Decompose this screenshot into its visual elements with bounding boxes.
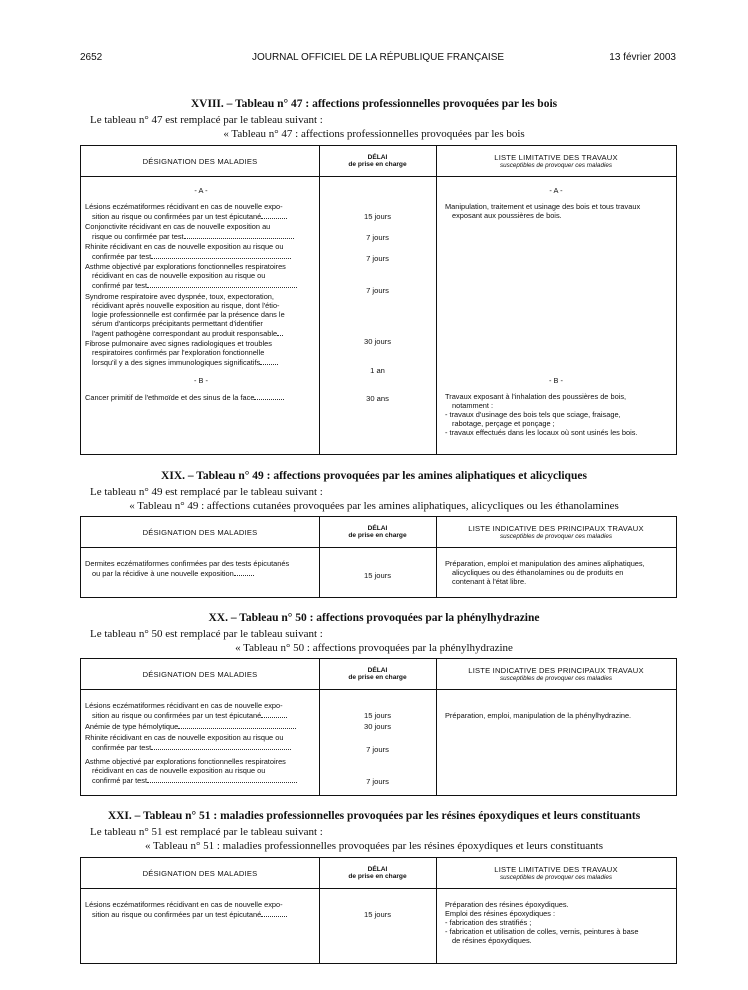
delay-cell: [319, 690, 436, 796]
col-header-designation: DÉSIGNATION DES MALADIES: [142, 669, 258, 679]
works-text-b: Travaux exposant à l'inhalation des poussières de bois, notamment : - travaux d'usinage des bois tels que sciage, fraisage, rabotage, perçage et ponçage ; - travaux effectués dans les locaux où sont usinés les bois.: [445, 392, 638, 437]
col-header-delai: DÉLAI de prise en charge: [348, 667, 407, 681]
delay-value: 7 jours: [366, 233, 389, 242]
col-header-travaux: LISTE INDICATIVE DES PRINCIPAUX TRAVAUX susceptibles de provoquer ces maladies: [468, 666, 644, 682]
works-cell: [436, 690, 676, 796]
disease-entry: Lésions eczématiformes récidivant en cas de nouvelle expo- sition au risque ou confirmées par un test épicutané: [85, 702, 287, 721]
delay-value: 7 jours: [366, 286, 389, 295]
page-number: 2652: [80, 52, 103, 63]
col-header-designation: DÉSIGNATION DES MALADIES: [142, 156, 258, 166]
table-51: [80, 857, 677, 964]
table-49: [80, 516, 677, 598]
group-label-a: - A -: [549, 186, 563, 195]
delay-value: 7 jours: [366, 777, 389, 786]
disease-entry: Lésions eczématiformes récidivant en cas de nouvelle expo- sition au risque ou confirmées par un test épicutané: [85, 203, 287, 222]
designation-cell: [85, 690, 317, 796]
delay-value: 15 jours: [363, 212, 392, 221]
disease-entry: Rhinite récidivant en cas de nouvelle exposition au risque ou confirmée par test: [85, 734, 291, 753]
section-intro-50: Le tableau n° 50 est remplacé par le tableau suivant :: [90, 628, 323, 640]
col-header-delai: DÉLAI de prise en charge: [348, 154, 407, 168]
designation-cell: [85, 177, 317, 455]
col-header-travaux: LISTE LIMITATIVE DES TRAVAUX susceptibles de provoquer ces maladies: [494, 153, 618, 169]
delay-cell: [319, 177, 436, 455]
delay-cell: [319, 889, 436, 964]
delay-value: 30 ans: [366, 394, 389, 403]
delay-value: 15 jours: [363, 711, 392, 720]
journal-title: JOURNAL OFFICIEL DE LA RÉPUBLIQUE FRANÇAISE: [251, 52, 505, 63]
disease-entry: Lésions eczématiformes récidivant en cas de nouvelle expo- sition au risque ou confirmées par un test épicutané: [85, 901, 287, 920]
section-title-49: XIX. – Tableau n° 49 : affections provoquées par les amines aliphatiques et alicycliques: [161, 470, 587, 482]
table-47: [80, 145, 677, 455]
col-header-travaux: LISTE LIMITATIVE DES TRAVAUX susceptibles de provoquer ces maladies: [494, 865, 618, 881]
delay-value: 30 jours: [363, 722, 392, 731]
table-50: [80, 658, 677, 796]
section-subtitle-50: « Tableau n° 50 : affections provoquées par la phénylhydrazine: [235, 642, 513, 654]
works-cell: [436, 889, 676, 964]
disease-entry: Syndrome respiratoire avec dyspnée, toux, expectoration, récidivant après nouvelle exposition au risque, dont l'étio- logie professionnelle est confirmée par la présence dans le sérum d'anticorps précipitants permettant d'identifier l'agent pathogène correspondant au produit responsable: [85, 292, 285, 338]
disease-entry: Fibrose pulmonaire avec signes radiologiques et troubles respiratoires confirmés par l'exploration fonctionnelle lorsqu'il y a des signes immunologiques significatifs: [85, 340, 278, 368]
table-header: [81, 517, 676, 548]
disease-entry: Cancer primitif de l'ethmoïde et des sinus de la face: [85, 393, 284, 403]
table-header: [81, 146, 676, 177]
works-text: Préparation, emploi, manipulation de la phénylhydrazine.: [445, 711, 632, 720]
delay-value: 15 jours: [363, 571, 392, 580]
delay-value: 15 jours: [363, 910, 392, 919]
works-text: Préparation des résines époxydiques. Emploi des résines époxydiques : - fabrication des stratifiés ; - fabrication et utilisation de colles, vernis, peintures à base de résines époxydiques.: [445, 900, 639, 945]
publication-date: 13 février 2003: [609, 52, 676, 63]
designation-cell: [85, 548, 317, 598]
section-intro-49: Le tableau n° 49 est remplacé par le tableau suivant :: [90, 486, 323, 498]
disease-entry: Asthme objectivé par explorations fonctionnelles respiratoires récidivant en cas de nouvelle exposition au risque ou confirmé par test: [85, 263, 297, 291]
delay-value: 7 jours: [366, 745, 389, 754]
section-intro-51: Le tableau n° 51 est remplacé par le tableau suivant :: [90, 826, 323, 838]
works-cell: [436, 548, 676, 598]
disease-entry: Asthme objectivé par explorations fonctionnelles respiratoires récidivant en cas de nouvelle exposition au risque ou confirmé par test: [85, 758, 297, 786]
section-subtitle-49: « Tableau n° 49 : affections cutanées provoquées par les amines aliphatiques, alicycliques ou les éthanolamines: [129, 500, 619, 512]
disease-entry: Dermites eczématiformes confirmées par des tests épicutanés ou par la récidive à une nouvelle exposition: [85, 559, 290, 578]
delay-cell: [319, 548, 436, 598]
col-header-delai: DÉLAI de prise en charge: [348, 866, 407, 880]
works-text: Préparation, emploi et manipulation des amines aliphatiques, alicycliques ou des éthanolamines ou de produits en contenant à l'état libre.: [445, 559, 645, 586]
delay-value: 7 jours: [366, 254, 389, 263]
col-header-designation: DÉSIGNATION DES MALADIES: [142, 868, 258, 878]
table-header: [81, 659, 676, 690]
col-header-designation: DÉSIGNATION DES MALADIES: [142, 527, 258, 537]
group-label-a: - A -: [194, 186, 208, 195]
table-header: [81, 858, 676, 889]
col-header-delai: DÉLAI de prise en charge: [348, 525, 407, 539]
page-header: [80, 52, 676, 66]
delay-value: 1 an: [370, 366, 385, 375]
disease-entry: Conjonctivite récidivant en cas de nouvelle exposition au risque ou confirmée par test: [85, 223, 294, 242]
group-label-b: - B -: [549, 376, 563, 385]
group-label-b: - B -: [194, 376, 208, 385]
designation-cell: [85, 889, 317, 964]
section-subtitle-51: « Tableau n° 51 : maladies professionnelles provoquées par les résines époxydiques et leurs constituants: [145, 840, 603, 852]
disease-entry: Anémie de type hémolytique: [85, 722, 296, 732]
delay-value: 30 jours: [363, 337, 392, 346]
section-title-47: XVIII. – Tableau n° 47 : affections professionnelles provoquées par les bois: [190, 98, 558, 110]
col-header-travaux: LISTE INDICATIVE DES PRINCIPAUX TRAVAUX susceptibles de provoquer ces maladies: [468, 524, 644, 540]
section-subtitle-47: « Tableau n° 47 : affections professionnelles provoquées par les bois: [223, 128, 525, 140]
works-cell: [436, 177, 676, 455]
disease-entry: Rhinite récidivant en cas de nouvelle exposition au risque ou confirmée par test: [85, 243, 291, 262]
section-title-50: XX. – Tableau n° 50 : affections provoquées par la phénylhydrazine: [208, 612, 540, 624]
section-title-51: XXI. – Tableau n° 51 : maladies professionnelles provoquées par les résines époxydiques et leurs constituants: [107, 810, 641, 822]
works-text-a: Manipulation, traitement et usinage des bois et tous travaux exposant aux poussières de bois.: [445, 202, 641, 220]
section-intro-47: Le tableau n° 47 est remplacé par le tableau suivant :: [90, 114, 323, 126]
